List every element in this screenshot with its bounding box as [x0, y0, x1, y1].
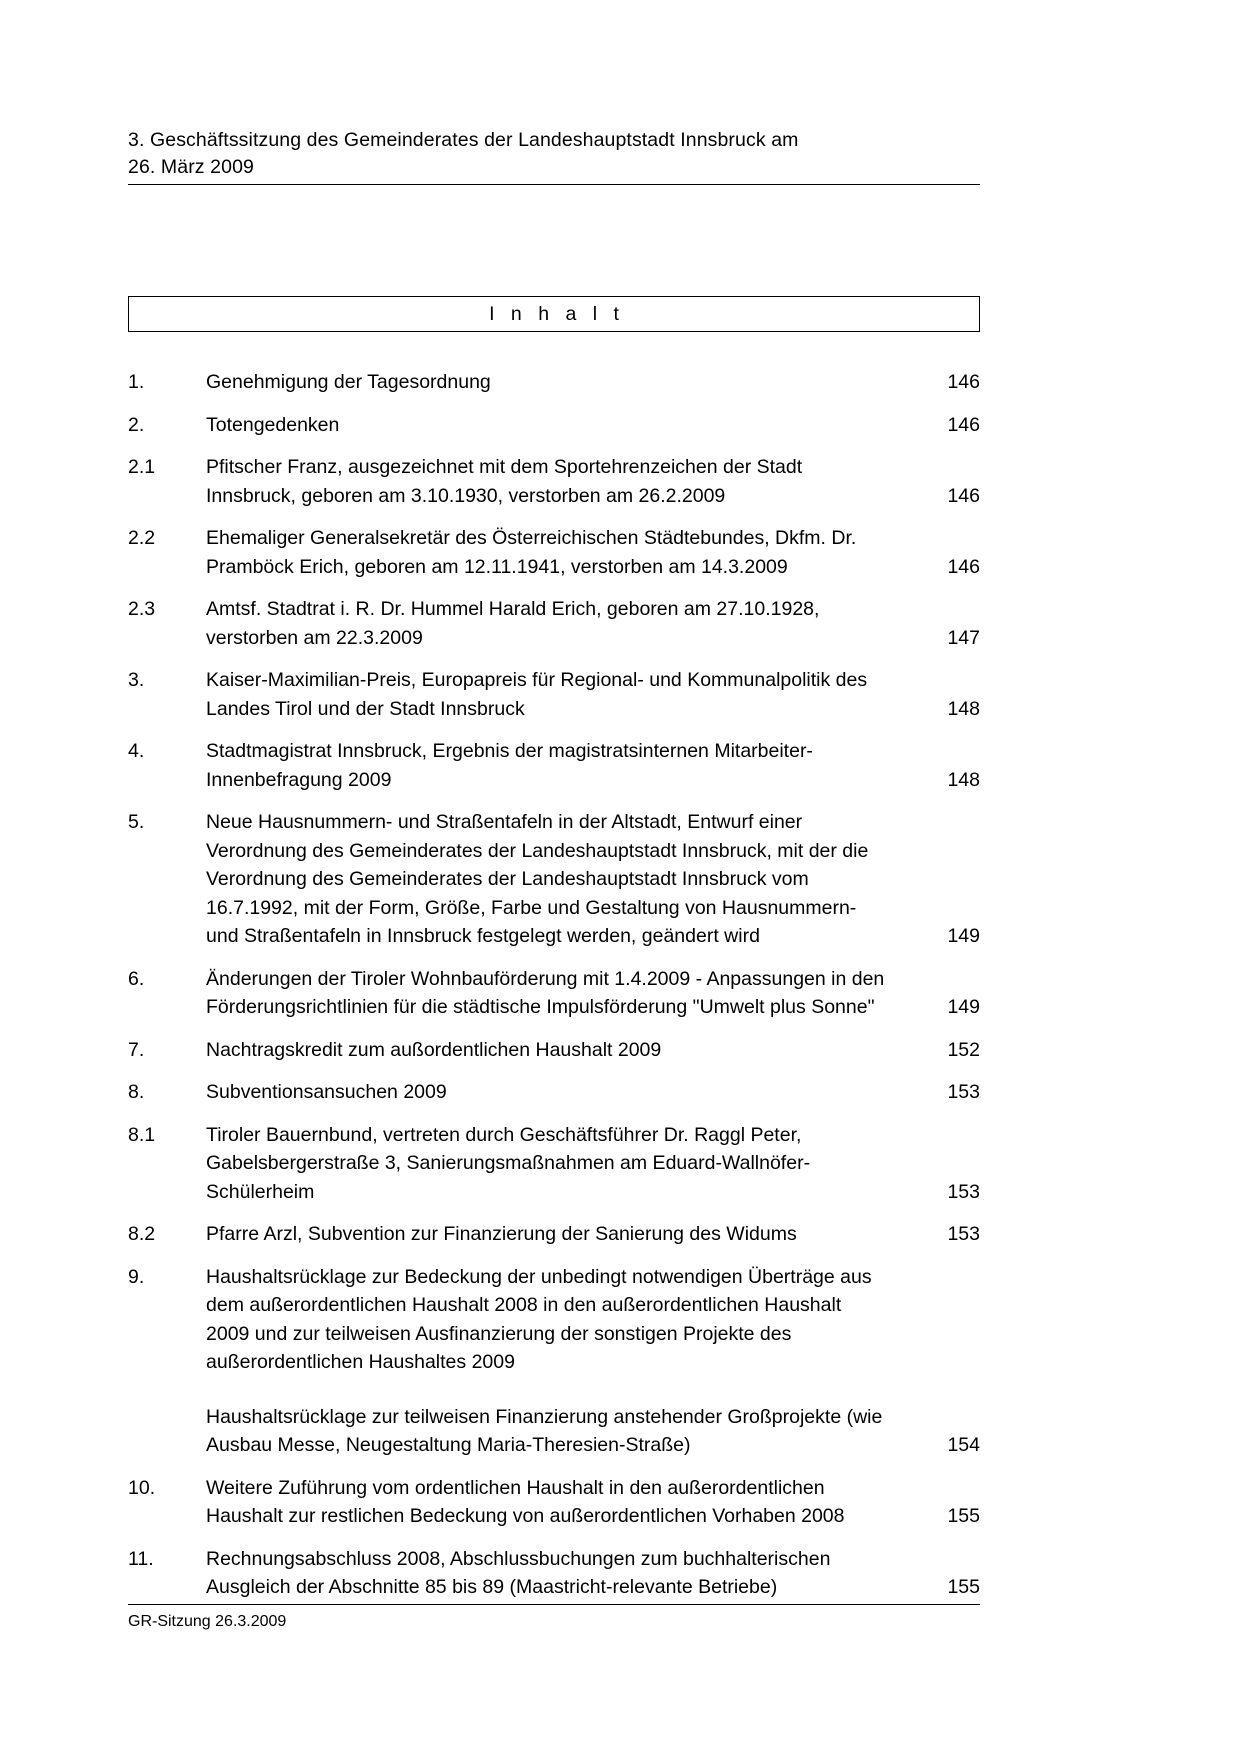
contents-title-box	[128, 296, 980, 332]
toc-entry-text-main: Subventionsansuchen 2009	[206, 1081, 447, 1103]
page-footer: GR-Sitzung 26.3.2009	[128, 1613, 287, 1630]
toc-entry-page: 148	[947, 768, 980, 791]
toc-entry-page: 149	[947, 996, 980, 1018]
toc-entry-text	[206, 411, 902, 440]
toc-entry-number: 5.	[128, 811, 145, 833]
toc-entry-text-main: Haushaltsrücklage zur Bedeckung der unbedingt notwendigen Überträge aus dem außerordentlichen Haushalt 2008 in den außerordentlichen Haushalt 2009 und zur teilweisen Ausfinanzierung der sonstigen Projekte des außerordentlichen Haushaltes 2009	[206, 1265, 872, 1373]
toc-entry-text	[206, 1220, 902, 1249]
toc-entry-number: 8.2	[128, 1223, 156, 1245]
toc-entry-number: 4.	[128, 740, 145, 762]
toc-entry-text	[206, 1263, 902, 1460]
toc-entry-text	[206, 1078, 902, 1107]
toc-entry-text-main: Stadtmagistrat Innsbruck, Ergebnis der magistratsinternen Mitarbeiter-Innenbefragung 2009	[206, 740, 813, 791]
toc-entry-page: 147	[947, 626, 980, 649]
toc-entry-text	[206, 1036, 902, 1065]
toc-entry-text-main: Pfarre Arzl, Subvention zur Finanzierung der Sanierung des Widums	[206, 1223, 797, 1245]
toc-entry-number: 3.	[128, 669, 145, 691]
toc-entry-text-main: Totengedenken	[206, 413, 340, 436]
page-header	[128, 127, 980, 181]
header-line-1: 3. Geschäftssitzung des Gemeinderates der Landeshauptstadt Innsbruck am	[128, 129, 799, 151]
toc-entry-page: 146	[947, 413, 980, 436]
toc-entry-page: 153	[947, 1081, 980, 1103]
toc-entry-number: 7.	[128, 1038, 145, 1061]
toc-entry-text	[206, 524, 902, 581]
toc-entry[interactable]	[128, 808, 980, 951]
toc-entry-text-main: Amtsf. Stadtrat i. R. Dr. Hummel Harald Erich, geboren am 27.10.1928, verstorben am 22.3.2009	[206, 598, 820, 649]
toc-entry[interactable]	[128, 368, 980, 397]
toc-entry-number: 10.	[128, 1476, 156, 1499]
toc-entry-number: 8.1	[128, 1123, 156, 1146]
header-divider	[128, 184, 980, 185]
toc-entry-text-main: Tiroler Bauernbund, vertreten durch Geschäftsführer Dr. Raggl Peter, Gabelsbergerstraße 3, Sanierungsmaßnahmen am Eduard-Wallnöfer-Schülerheim	[206, 1123, 811, 1203]
toc-entry-text-main: Pfitscher Franz, ausgezeichnet mit dem Sportehrenzeichen der Stadt Innsbruck, geboren am 3.10.1930, verstorben am 26.2.2009	[206, 456, 803, 507]
header-line-2: 26. März 2009	[128, 156, 254, 178]
toc-entry-text-main: Ehemaliger Generalsekretär des Österreichischen Städtebundes, Dkfm. Dr. Pramböck Erich, geboren am 12.11.1941, verstorben am 14.3.2009	[206, 527, 857, 578]
toc-entry-text-main: Kaiser-Maximilian-Preis, Europapreis für Regional- und Kommunalpolitik des Landes Tirol und der Stadt Innsbruck	[206, 669, 868, 720]
toc-entry-number: 1.	[128, 371, 145, 393]
toc-entry-text	[206, 1121, 902, 1207]
toc-entry-page: 146	[947, 555, 980, 578]
toc-entry-text-main: Nachtragskredit zum außordentlichen Haushalt 2009	[206, 1038, 662, 1061]
toc-entry[interactable]	[128, 1078, 980, 1107]
toc-entry-text-main: Änderungen der Tiroler Wohnbauförderung mit 1.4.2009 - Anpassungen in den Förderungsrichtlinien für die städtische Impulsförderung "Umwelt plus Sonne"	[206, 967, 885, 1018]
toc-entry-number: 2.2	[128, 527, 156, 549]
toc-entry[interactable]	[128, 1263, 980, 1460]
toc-entry-text-main: Weitere Zuführung vom ordentlichen Haushalt in den außerordentlichen Haushalt zur restlichen Bedeckung von außerordentlichen Vorhaben 2008	[206, 1476, 845, 1527]
toc-entry[interactable]	[128, 453, 980, 510]
toc-entry-text	[206, 595, 902, 652]
footer-divider	[128, 1604, 980, 1605]
toc-entry[interactable]	[128, 1220, 980, 1249]
toc-entry-text	[206, 1545, 902, 1602]
toc-entry-page: 148	[947, 697, 980, 720]
toc-entry-page: 146	[947, 371, 980, 393]
contents-title: I n h a l t	[489, 302, 625, 325]
toc-entry-number: 6.	[128, 967, 145, 990]
toc-entry-page: 153	[947, 1223, 980, 1245]
toc-entry[interactable]	[128, 1474, 980, 1531]
toc-entry[interactable]	[128, 1121, 980, 1207]
toc-entry[interactable]	[128, 524, 980, 581]
toc-entry-text	[206, 368, 902, 397]
toc-entry-number: 8.	[128, 1081, 145, 1103]
toc-entry-page: 155	[947, 1576, 980, 1598]
toc-entry-number: 2.1	[128, 456, 156, 478]
toc-entry-number: 11.	[128, 1547, 154, 1570]
table-of-contents	[128, 368, 980, 1616]
toc-entry-text	[206, 666, 902, 723]
toc-entry-page: 154	[947, 1434, 980, 1456]
toc-entry-text	[206, 737, 902, 794]
toc-entry-number: 9.	[128, 1265, 145, 1288]
toc-entry-page: 152	[947, 1038, 980, 1061]
toc-entry[interactable]	[128, 595, 980, 652]
toc-entry-text	[206, 453, 902, 510]
toc-entry[interactable]	[128, 1545, 980, 1602]
toc-entry-page: 153	[947, 1180, 980, 1203]
toc-entry-page: 149	[947, 925, 980, 947]
toc-entry-text-main: Rechnungsabschluss 2008, Abschlussbuchungen zum buchhalterischen Ausgleich der Abschnitte 85 bis 89 (Maastricht-relevante Betriebe)	[206, 1547, 831, 1598]
toc-entry-text	[206, 965, 902, 1022]
toc-entry-text-main: Genehmigung der Tagesordnung	[206, 371, 491, 393]
toc-entry-number: 2.3	[128, 598, 156, 620]
toc-entry-page: 155	[947, 1505, 980, 1527]
toc-entry[interactable]	[128, 666, 980, 723]
toc-entry-text	[206, 808, 902, 951]
toc-entry-page: 146	[947, 484, 980, 507]
toc-entry[interactable]	[128, 411, 980, 440]
toc-entry[interactable]	[128, 737, 980, 794]
toc-entry-number: 2.	[128, 413, 145, 436]
toc-entry-text	[206, 1474, 902, 1531]
toc-entry-text-secondary: Haushaltsrücklage zur teilweisen Finanzierung anstehender Großprojekte (wie Ausbau Messe, Neugestaltung Maria-Theresien-Straße)	[206, 1405, 883, 1456]
toc-entry-text-main: Neue Hausnummern- und Straßentafeln in der Altstadt, Entwurf einer Verordnung des Gemeinderates der Landeshauptstadt Innsbruck, mit der die Verordnung des Gemeinderates der Landeshauptstadt Innsbruck vom 16.7.1992, mit der Form, Größe, Farbe und Gestaltung von Hausnummern- und Straßentafeln in Innsbruck festgelegt werden, geändert wird	[206, 811, 869, 947]
toc-entry[interactable]	[128, 965, 980, 1022]
toc-entry[interactable]	[128, 1036, 980, 1065]
